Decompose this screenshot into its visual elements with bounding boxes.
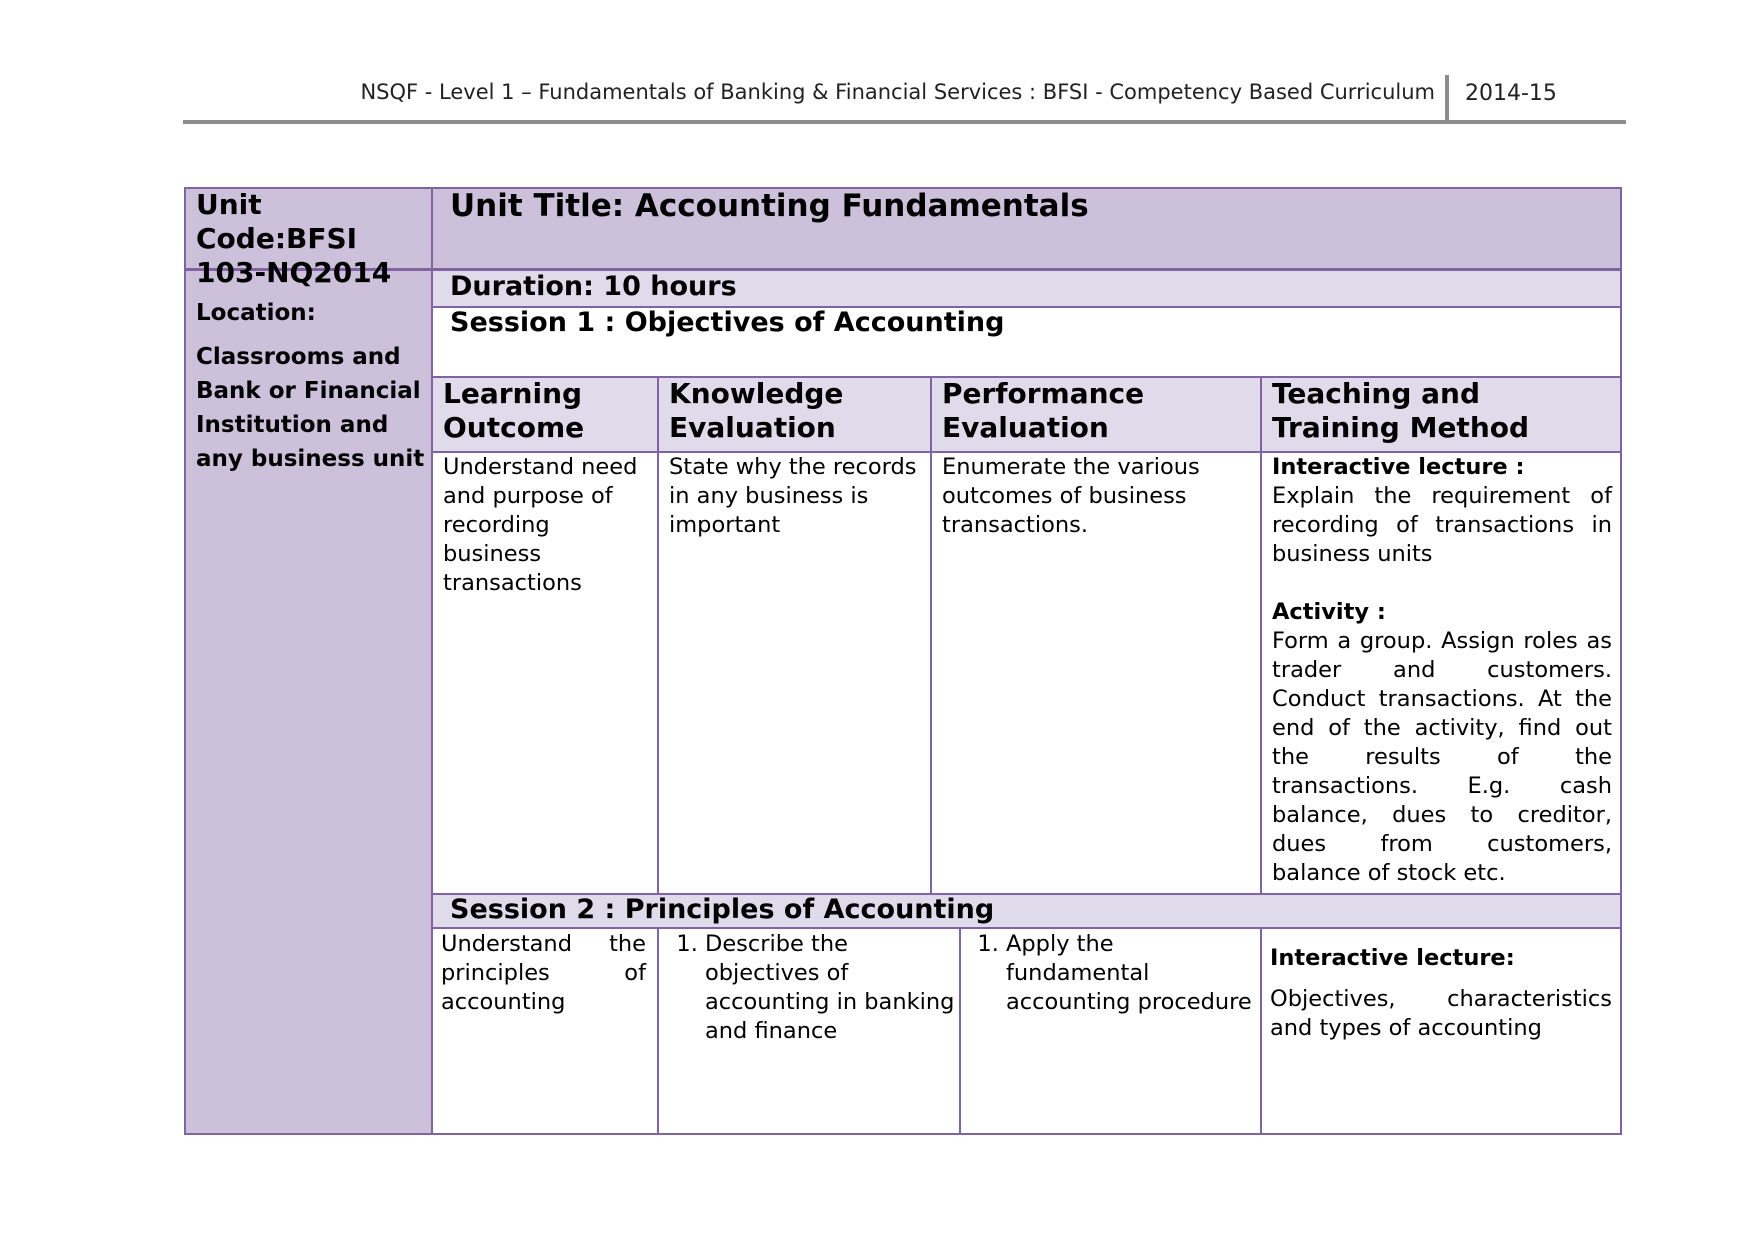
- session2-learning-outcome: Understand the principles of accounting: [441, 931, 646, 1015]
- session2-title: Session 2 : Principles of Accounting: [450, 894, 995, 925]
- unit-title: Unit Title: Accounting Fundamentals: [450, 188, 1089, 224]
- session2-performance-list: [968, 930, 1258, 1017]
- list-item: 1. Apply the fundamental accounting procedure: [1006, 930, 1258, 1017]
- session1-teaching-method: [1272, 453, 1612, 888]
- session2-knowledge-list: [667, 930, 955, 1046]
- session2-knowledge-evaluation: [667, 930, 955, 1046]
- location-text: Classrooms and Bank or Financial Institution and any business unit: [196, 344, 425, 472]
- session2-performance-evaluation: [968, 930, 1258, 1017]
- duration: Duration: 10 hours: [450, 271, 737, 302]
- session1-learning-outcome: Understand need and purpose of recording business transactions: [443, 454, 638, 596]
- session1-title: Session 1 : Objectives of Accounting: [450, 307, 1005, 338]
- list-item: 1. Describe the objectives of accounting in banking and finance: [705, 930, 955, 1046]
- unit-code: Unit Code:BFSI 103-NQ2014: [196, 188, 392, 289]
- page-header-year: 2014-15: [1465, 81, 1557, 106]
- column-header-knowledge-evaluation: Knowledge Evaluation: [669, 377, 844, 444]
- session1-activity-label: Activity :: [1272, 599, 1386, 625]
- session1-lecture-text: Explain the requirement of recording of transactions in business units: [1272, 483, 1612, 567]
- session1-lecture-label: Interactive lecture :: [1272, 454, 1525, 480]
- session1-knowledge-evaluation: State why the records in any business is important: [669, 454, 917, 538]
- session1-activity-text: Form a group. Assign roles as trader and customers. Conduct transactions. At the end of the activity, find out the results of the transactions. E.g. cash balance, dues to creditor, dues from customers, balance of stock etc.: [1272, 628, 1612, 886]
- session2-teaching-method: [1270, 944, 1612, 1043]
- page-header-title: NSQF - Level 1 – Fundamentals of Banking & Financial Services : BFSI - Competency Based Curriculum: [360, 80, 1435, 104]
- session2-lecture-text: Objectives, characteristics and types of accounting: [1270, 986, 1612, 1041]
- location-label: Location:: [196, 300, 316, 326]
- column-header-teaching-method: Teaching and Training Method: [1272, 377, 1530, 444]
- column-header-learning-outcome: Learning Outcome: [443, 377, 585, 444]
- column-header-performance-evaluation: Performance Evaluation: [942, 377, 1145, 444]
- header-separator: [1445, 75, 1449, 121]
- session2-lecture-label: Interactive lecture:: [1270, 945, 1515, 971]
- header-rule: [183, 120, 1626, 124]
- session1-performance-evaluation: Enumerate the various outcomes of business transactions.: [942, 454, 1200, 538]
- spacer: [1272, 569, 1612, 598]
